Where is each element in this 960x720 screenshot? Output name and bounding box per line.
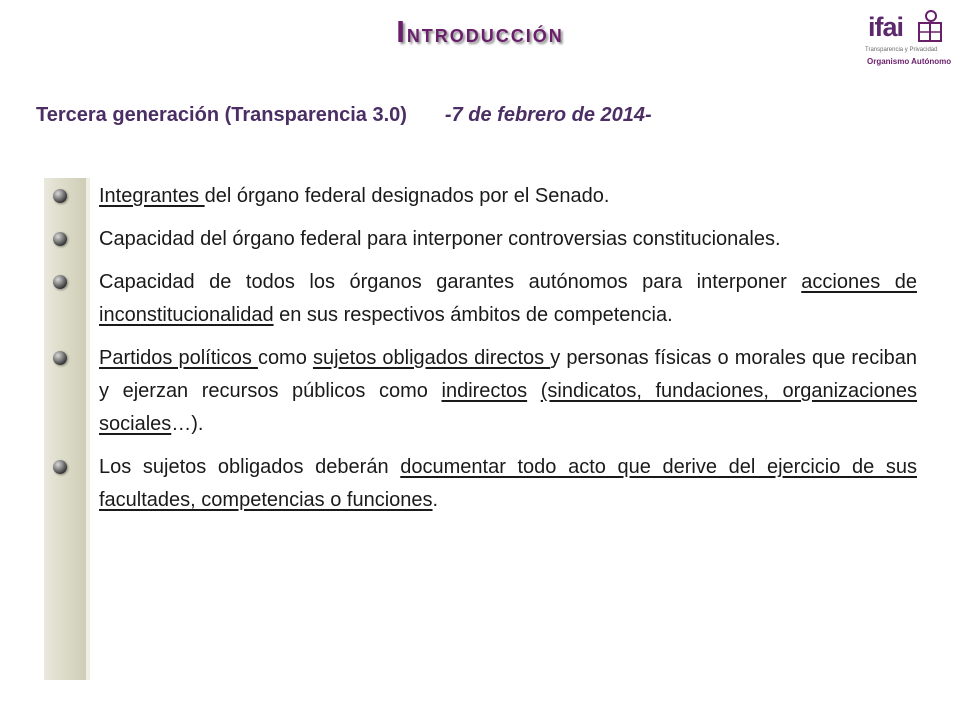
item-text: en sus respectivos ámbitos de competencia. (273, 304, 673, 326)
list-item (99, 342, 917, 441)
section-subtitle (36, 104, 652, 127)
underlined-text: Partidos políticos (99, 347, 258, 369)
logo-subtitle: Organismo Autónomo (867, 57, 952, 66)
bullet-icon (53, 275, 67, 289)
page-title: Introducción (396, 14, 564, 49)
item-text: Capacidad de todos los órganos garantes autónomos para interponer (99, 271, 802, 293)
decorative-side-bar (44, 178, 86, 680)
logo-emblem-icon (916, 10, 946, 46)
list-item (99, 223, 917, 256)
list-item (99, 266, 917, 332)
list-item (99, 180, 917, 213)
underlined-text: (sindicatos, fundaciones, organizaciones sociales (99, 380, 917, 435)
logo-tagline: Transparencia y Privacidad (865, 47, 938, 53)
item-text (527, 380, 541, 402)
underlined-text: sujetos obligados directos (312, 347, 551, 369)
item-text: como (257, 347, 313, 369)
bullet-icon (53, 460, 67, 474)
item-text: Capacidad del órgano federal para interponer controversias constitucionales. (99, 228, 781, 250)
underlined-text: indirectos (441, 380, 528, 402)
subtitle-date: -7 de febrero de 2014- (444, 104, 652, 126)
underlined-text: Integrantes (99, 185, 205, 207)
logo-wordmark: ifai (868, 12, 904, 42)
item-text: del órgano federal designados por el Senado. (204, 185, 610, 207)
bullet-icon (53, 351, 67, 365)
item-text: . (432, 489, 439, 511)
list-item (99, 451, 917, 517)
underlined-text: documentar todo acto que derive del ejercicio de sus facultades, competencias o funciones (99, 456, 917, 511)
underlined-text: acciones de inconstitucionalidad (99, 271, 917, 326)
ifai-logo (838, 4, 958, 74)
item-text: Los sujetos obligados deberán (99, 456, 401, 478)
bullet-list (99, 180, 917, 527)
bullet-icon (53, 232, 67, 246)
item-text: y personas físicas o morales que reciban y ejerzan recursos públicos como (99, 347, 918, 402)
subtitle-text: Tercera generación (Transparencia 3.0) (36, 104, 407, 126)
bullet-icon (53, 189, 67, 203)
item-text: …). (171, 413, 204, 435)
